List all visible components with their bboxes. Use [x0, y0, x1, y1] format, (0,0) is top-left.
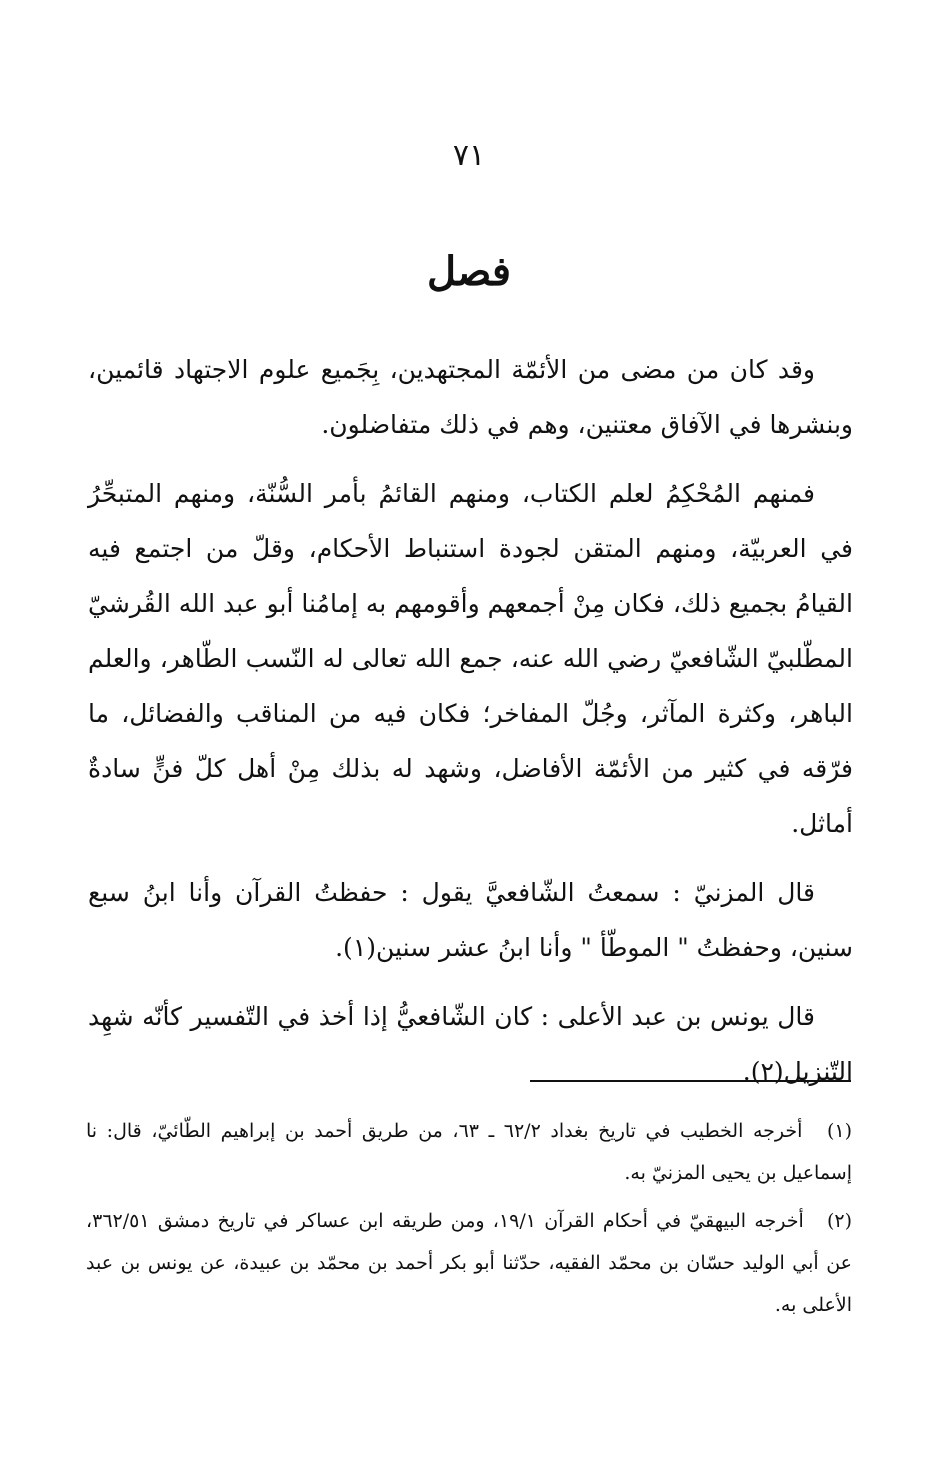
footnote-number: (٢)	[826, 1210, 853, 1232]
page-number: ٧١	[452, 138, 486, 173]
paragraph: فمنهم المُحْكِمُ لعلم الكتاب، ومنهم القائمُ بأمر السُّنّة، ومنهم المتبحِّرُ في العربيّة، ومنهم المتقن لجودة استنباط الأحكام، وقلّ من اجتمع فيه القيامُ بجميع ذلك، فكان مِنْ أجمعهم وأقومهم به إمامُنا أبو عبد الله القُرشيّ المطّلبيّ الشّافعيّ رضي الله عنه، جمع الله تعالى له النّسب الطّاهر، والعلم الباهر، وكثرة المآثر، وجُلّ المفاخر؛ فكان فيه من المناقب والفضائل، ما فرّقه في كثير من الأئمّة الأفاضل، وشهد له بذلك مِنْ أهل كلّ فنٍّ سادةٌ أماثل.	[88, 479, 853, 838]
footnote	[86, 1200, 852, 1326]
paragraph: وقد كان من مضى من الأئمّة المجتهدين، بِجَميع علوم الاجتهاد قائمين، وبنشرها في الآفاق معتنين، وهم في ذلك متفاضلون.	[88, 355, 853, 439]
footnote-separator	[530, 1080, 851, 1082]
footnote	[86, 1110, 852, 1194]
section-heading: فصل	[426, 248, 512, 295]
main-text	[88, 342, 853, 1113]
footnotes	[86, 1110, 852, 1332]
paragraph: قال المزنيّ : سمعتُ الشّافعيَّ يقول : حفظتُ القرآن وأنا ابنُ سبع سنين، وحفظتُ " الموطّأ " وأنا ابنُ عشر سنين(١).	[88, 878, 853, 962]
footnote-number: (١)	[826, 1120, 852, 1142]
paragraph: قال يونس بن عبد الأعلى : كان الشّافعيُّ إذا أخذ في التّفسير كأنّه شهِد التّنزيل(٢).	[88, 1002, 853, 1086]
footnote-text: أخرجه البيهقيّ في أحكام القرآن ١٩/١، ومن طريقه ابن عساكر في تاريخ دمشق ٣٦٢/٥١، عن أبي الوليد حسّان بن محمّد الفقيه، حدّثنا أبو بكر أحمد بن محمّد بن عبيدة، عن يونس بن عبد الأعلى به.	[86, 1210, 852, 1316]
footnote-text: أخرجه الخطيب في تاريخ بغداد ٦٢/٢ ـ ٦٣، من طريق أحمد بن إبراهيم الطّائيّ، قال: نا إسماعيل بن يحيى المزنيّ به.	[86, 1120, 852, 1184]
